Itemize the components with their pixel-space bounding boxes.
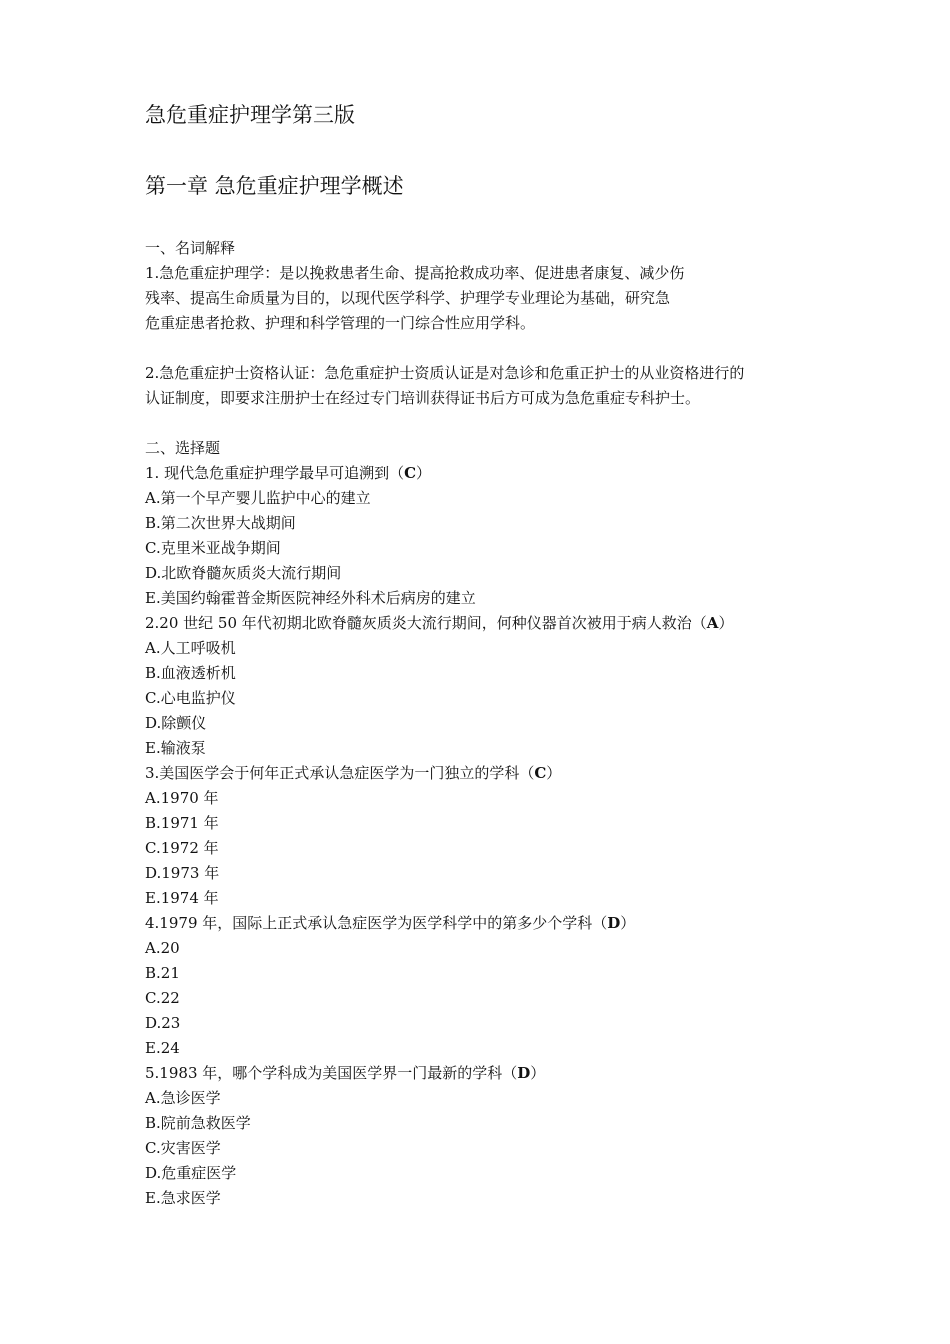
question-2 xyxy=(145,611,825,761)
question-option: B.血液透析机 xyxy=(145,664,236,682)
chapter-title: 第一章 急危重症护理学概述 xyxy=(145,174,404,198)
paragraph-gap xyxy=(145,411,825,436)
definition-line: 认证制度，即要求注册护士在经过专门培训获得证书后方可成为急危重症专科护士。 xyxy=(145,389,701,407)
definition-term-2 xyxy=(145,361,825,411)
question-option: B.1971 年 xyxy=(145,814,219,832)
definition-term-1 xyxy=(145,261,825,336)
question-5 xyxy=(145,1061,825,1211)
question-close: ） xyxy=(718,614,734,632)
question-option: A.20 xyxy=(145,939,180,957)
question-option: B.院前急救医学 xyxy=(145,1114,251,1132)
question-option: D.除颤仪 xyxy=(145,714,207,732)
question-option: E.1974 年 xyxy=(145,889,219,907)
question-option: A.1970 年 xyxy=(145,789,219,807)
question-close: ） xyxy=(416,464,432,482)
answer-letter: D xyxy=(517,1064,531,1082)
question-option: D.北欧脊髓灰质炎大流行期间 xyxy=(145,564,342,582)
question-option: E.美国约翰霍普金斯医院神经外科术后病房的建立 xyxy=(145,589,476,607)
answer-letter: A xyxy=(706,614,719,632)
section-heading-definitions: 一、名词解释 xyxy=(145,239,236,257)
question-option: C.克里米亚战争期间 xyxy=(145,539,281,557)
definition-line: 危重症患者抢救、护理和科学管理的一门综合性应用学科。 xyxy=(145,314,536,332)
question-option: C.心电监护仪 xyxy=(145,689,236,707)
question-option: A.人工呼吸机 xyxy=(145,639,236,657)
question-text: 2.20 世纪 50 年代初期北欧脊髓灰质炎大流行期间，何种仪器首次被用于病人救治（ xyxy=(145,614,707,632)
document-body xyxy=(145,236,825,1211)
document-title: 急危重症护理学第三版 xyxy=(145,103,355,127)
question-stem xyxy=(145,461,825,486)
answer-letter: C xyxy=(404,464,417,482)
section-heading-choice: 二、选择题 xyxy=(145,439,221,457)
question-close: ） xyxy=(620,914,636,932)
answer-letter: C xyxy=(534,764,547,782)
question-option: B.21 xyxy=(145,964,180,982)
question-stem xyxy=(145,911,825,936)
question-option: C.灾害医学 xyxy=(145,1139,221,1157)
definition-line: 2.急危重症护士资格认证：急危重症护士资质认证是对急诊和危重正护士的从业资格进行的 xyxy=(145,364,745,382)
question-text: 1. 现代急危重症护理学最早可追溯到（ xyxy=(145,464,405,482)
question-3 xyxy=(145,761,825,911)
question-option: B.第二次世界大战期间 xyxy=(145,514,296,532)
question-option: E.24 xyxy=(145,1039,180,1057)
definition-line: 1.急危重症护理学：是以挽救患者生命、提高抢救成功率、促进患者康复、减少伤 xyxy=(145,264,685,282)
question-stem xyxy=(145,611,825,636)
paragraph-gap xyxy=(145,336,825,361)
question-option: E.急求医学 xyxy=(145,1189,221,1207)
question-text: 5.1983 年，哪个学科成为美国医学界一门最新的学科（ xyxy=(145,1064,518,1082)
question-option: A.急诊医学 xyxy=(145,1089,221,1107)
question-option: D.危重症医学 xyxy=(145,1164,237,1182)
question-option: C.22 xyxy=(145,989,180,1007)
question-option: A.第一个早产婴儿监护中心的建立 xyxy=(145,489,371,507)
question-option: D.1973 年 xyxy=(145,864,220,882)
question-option: D.23 xyxy=(145,1014,181,1032)
question-stem xyxy=(145,1061,825,1086)
question-close: ） xyxy=(546,764,562,782)
question-close: ） xyxy=(530,1064,546,1082)
definition-line: 残率、提高生命质量为目的，以现代医学科学、护理学专业理论为基础，研究急 xyxy=(145,289,671,307)
answer-letter: D xyxy=(607,914,621,932)
question-text: 4.1979 年，国际上正式承认急症医学为医学科学中的第多少个学科（ xyxy=(145,914,608,932)
question-stem xyxy=(145,761,825,786)
question-option: E.输液泵 xyxy=(145,739,206,757)
question-1 xyxy=(145,461,825,611)
question-4 xyxy=(145,911,825,1061)
question-option: C.1972 年 xyxy=(145,839,219,857)
question-text: 3.美国医学会于何年正式承认急症医学为一门独立的学科（ xyxy=(145,764,535,782)
